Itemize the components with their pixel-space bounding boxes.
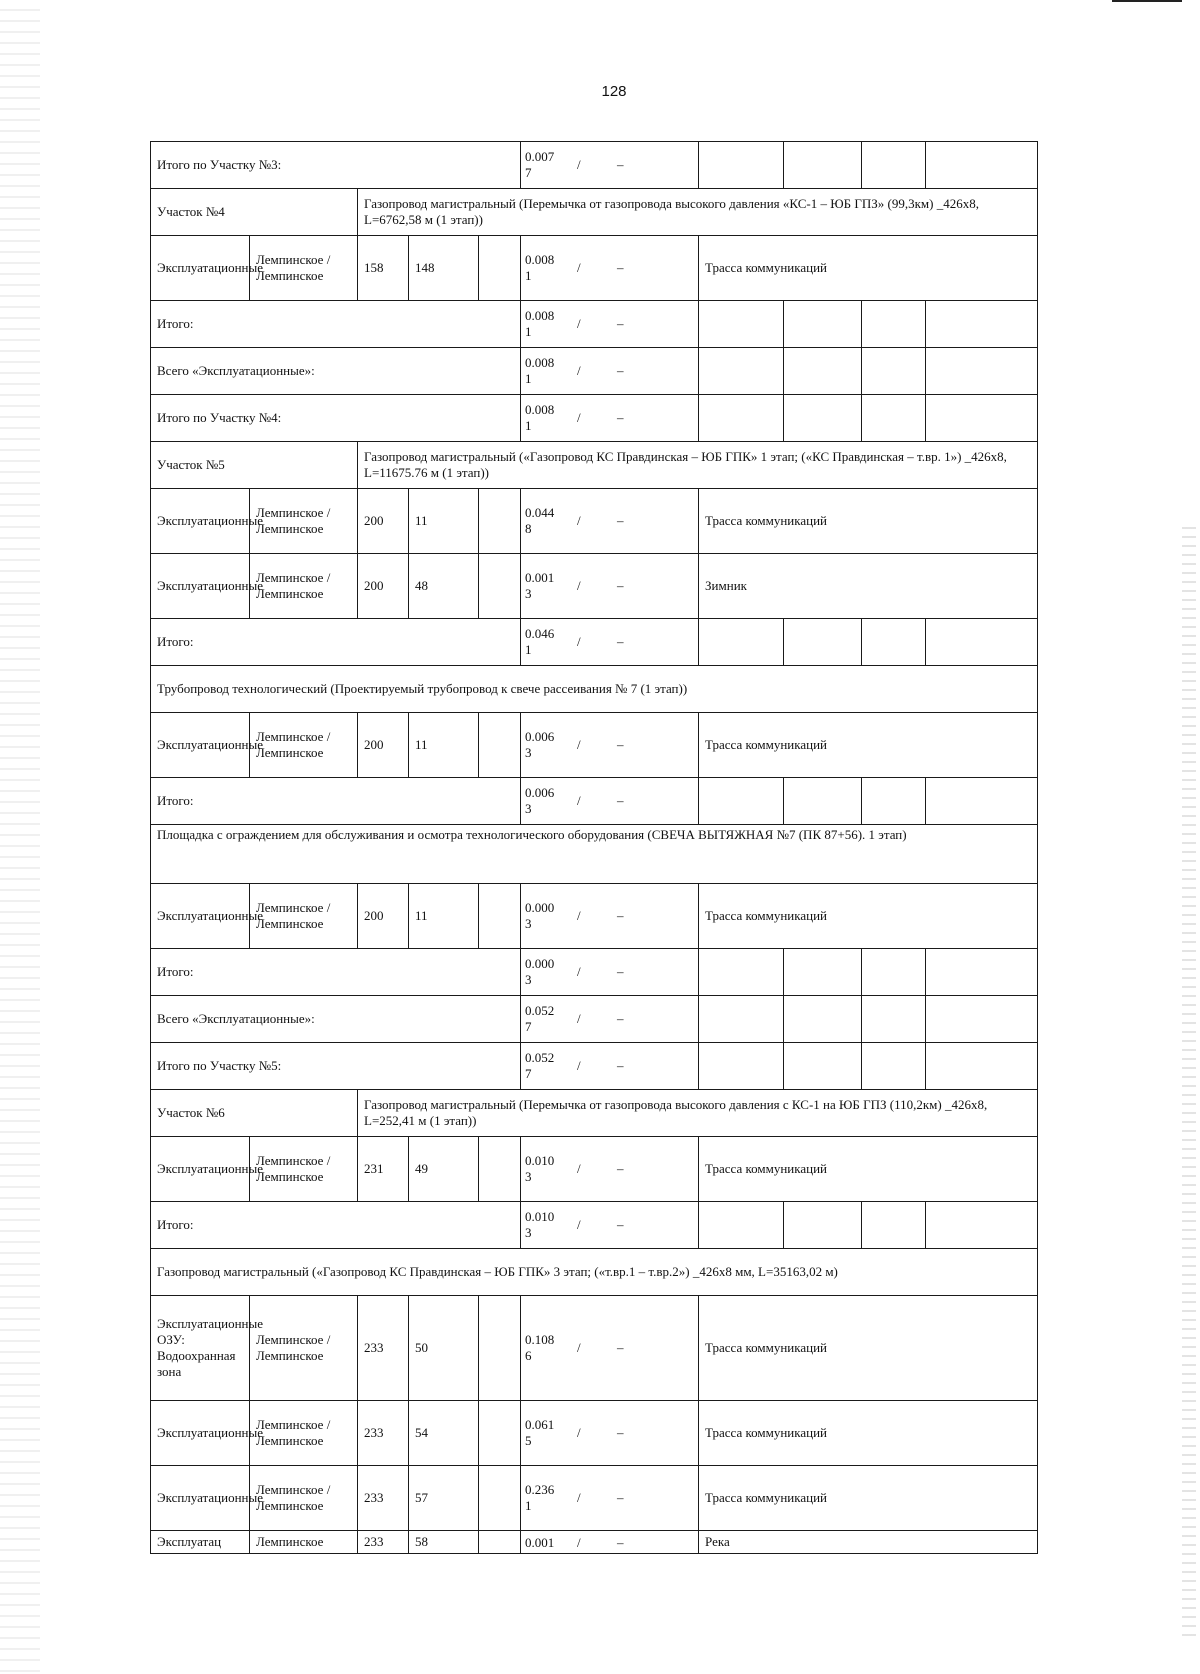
- area-value: [525, 1153, 553, 1185]
- location-cell: Лемпинское / Лемпинское: [250, 884, 358, 949]
- section-row: [151, 189, 1038, 236]
- purpose-cell: Трасса коммуникаций: [699, 713, 1038, 778]
- empty-cell: [699, 996, 784, 1043]
- area-cell: [521, 142, 699, 189]
- empty-cell: [699, 142, 784, 189]
- empty-cell: [926, 949, 1038, 996]
- area-dash: –: [617, 964, 624, 979]
- area-value: [525, 900, 553, 932]
- section-number-cell: 148: [409, 236, 479, 301]
- area-value-line1: 0.006: [525, 785, 555, 800]
- purpose-cell: Река: [699, 1531, 1038, 1554]
- area-cell: [521, 348, 699, 395]
- area-value: [525, 1050, 553, 1082]
- area-value-line2: 3: [525, 972, 532, 987]
- summary-row: [151, 301, 1038, 348]
- area-value-line2: 1: [525, 418, 532, 433]
- category-cell: Эксплуатационные: [151, 1137, 250, 1202]
- summary-label: Всего «Эксплуатационные»:: [151, 996, 521, 1043]
- area-value: [525, 149, 553, 181]
- empty-cell: [699, 778, 784, 825]
- area-value-line1: 0.001: [525, 1534, 555, 1550]
- area-value: [525, 785, 553, 817]
- category-cell: Эксплуатационные: [151, 489, 250, 554]
- category-cell: Эксплуатационные: [151, 236, 250, 301]
- empty-cell: [479, 884, 521, 949]
- area-value: [525, 1417, 553, 1449]
- area-value-line2: 6: [525, 1348, 532, 1363]
- area-dash: –: [617, 513, 624, 528]
- scan-edge-right: [1182, 520, 1196, 1640]
- area-value-line2: 3: [525, 586, 532, 601]
- summary-label: Итого:: [151, 301, 521, 348]
- area-dash: –: [617, 1490, 624, 1505]
- location-cell: Лемпинское / Лемпинское: [250, 1401, 358, 1466]
- section-number-cell: 50: [409, 1296, 479, 1401]
- purpose-cell: Трасса коммуникаций: [699, 1137, 1038, 1202]
- section-number-cell: 49: [409, 1137, 479, 1202]
- area-cell: [521, 1202, 699, 1249]
- area-value-line1: 0.044: [525, 505, 555, 520]
- area-value-line2: 3: [525, 916, 532, 931]
- location-cell: Лемпинское / Лемпинское: [250, 1137, 358, 1202]
- area-slash: /: [577, 1161, 581, 1176]
- area-cell: [521, 949, 699, 996]
- summary-label: Итого:: [151, 1202, 521, 1249]
- area-value: [525, 1482, 553, 1514]
- empty-cell: [784, 778, 862, 825]
- area-slash: /: [577, 793, 581, 808]
- empty-cell: [862, 778, 926, 825]
- area-value-line1: 0.052: [525, 1050, 555, 1065]
- empty-cell: [862, 949, 926, 996]
- empty-cell: [479, 713, 521, 778]
- quarter-cell: 233: [358, 1531, 409, 1554]
- area-slash: /: [577, 634, 581, 649]
- data-row: [151, 1531, 1038, 1554]
- location-cell: Лемпинское / Лемпинское: [250, 1466, 358, 1531]
- empty-cell: [479, 1296, 521, 1401]
- empty-cell: [699, 619, 784, 666]
- category-cell: Эксплуатационные: [151, 1466, 250, 1531]
- purpose-cell: Трасса коммуникаций: [699, 489, 1038, 554]
- purpose-cell: Трасса коммуникаций: [699, 884, 1038, 949]
- empty-cell: [784, 619, 862, 666]
- area-value-line1: 0.061: [525, 1417, 555, 1432]
- area-value: [525, 1332, 553, 1364]
- area-slash: /: [577, 1217, 581, 1232]
- summary-label: Всего «Эксплуатационные»:: [151, 348, 521, 395]
- area-dash: –: [617, 260, 624, 275]
- area-value: [525, 1003, 553, 1035]
- area-value-line1: 0.000: [525, 956, 555, 971]
- area-value: [525, 308, 553, 340]
- empty-cell: [926, 301, 1038, 348]
- quarter-cell: 231: [358, 1137, 409, 1202]
- area-dash: –: [617, 1058, 624, 1073]
- area-value-line1: 0.000: [525, 900, 555, 915]
- empty-cell: [926, 1202, 1038, 1249]
- summary-label: Итого по Участку №4:: [151, 395, 521, 442]
- empty-cell: [479, 1466, 521, 1531]
- area-slash: /: [577, 260, 581, 275]
- area-value-line2: 5: [525, 1433, 532, 1448]
- empty-cell: [479, 554, 521, 619]
- area-cell: [521, 489, 699, 554]
- summary-row: [151, 1202, 1038, 1249]
- object-heading-row: [151, 666, 1038, 713]
- quarter-cell: 158: [358, 236, 409, 301]
- area-slash: /: [577, 1534, 581, 1550]
- empty-cell: [862, 996, 926, 1043]
- scan-edge-left: [0, 0, 40, 1674]
- area-dash: –: [617, 157, 624, 172]
- section-description: Газопровод магистральный («Газопровод КС Правдинская – ЮБ ГПК» 1 этап; («КС Правдинская – т.вр. 1») _426х8, L=11675.76 м (1 этап)): [358, 442, 1038, 489]
- section-description: Газопровод магистральный (Перемычка от газопровода высокого давления с КС-1 на ЮБ ГПЗ (110,2км) _426х8, L=252,41 м (1 этап)): [358, 1090, 1038, 1137]
- data-row: [151, 1466, 1038, 1531]
- area-cell: [521, 1043, 699, 1090]
- category-cell: Эксплуатац: [151, 1531, 250, 1554]
- data-row: [151, 713, 1038, 778]
- area-slash: /: [577, 1425, 581, 1440]
- area-value-line2: 3: [525, 801, 532, 816]
- summary-row: [151, 142, 1038, 189]
- empty-cell: [862, 1202, 926, 1249]
- category-cell: Эксплуатационные: [151, 884, 250, 949]
- object-heading-row: [151, 825, 1038, 884]
- empty-cell: [862, 301, 926, 348]
- area-dash: –: [617, 1534, 624, 1550]
- area-value-line2: 1: [525, 642, 532, 657]
- area-slash: /: [577, 513, 581, 528]
- data-row: [151, 884, 1038, 949]
- area-value-line1: 0.008: [525, 402, 555, 417]
- area-dash: –: [617, 1161, 624, 1176]
- empty-cell: [926, 996, 1038, 1043]
- area-slash: /: [577, 1058, 581, 1073]
- area-cell: [521, 713, 699, 778]
- area-cell: [521, 619, 699, 666]
- area-dash: –: [617, 793, 624, 808]
- area-dash: –: [617, 1340, 624, 1355]
- data-row: [151, 554, 1038, 619]
- data-row: [151, 489, 1038, 554]
- purpose-cell: Зимник: [699, 554, 1038, 619]
- area-value: [525, 956, 553, 988]
- quarter-cell: 200: [358, 713, 409, 778]
- area-dash: –: [617, 410, 624, 425]
- empty-cell: [784, 348, 862, 395]
- area-slash: /: [577, 1011, 581, 1026]
- area-value-line1: 0.052: [525, 1003, 555, 1018]
- location-cell: Лемпинское / Лемпинское: [250, 489, 358, 554]
- empty-cell: [784, 996, 862, 1043]
- area-value-line2: 3: [525, 1169, 532, 1184]
- area-value: [525, 355, 553, 387]
- area-dash: –: [617, 1425, 624, 1440]
- empty-cell: [784, 301, 862, 348]
- area-cell: [521, 884, 699, 949]
- category-cell: Эксплуатационные: [151, 554, 250, 619]
- object-heading: Трубопровод технологический (Проектируемый трубопровод к свече рассеивания № 7 (1 этап)): [151, 666, 1038, 713]
- area-cell: [521, 236, 699, 301]
- area-value-line1: 0.007: [525, 149, 555, 164]
- object-heading: Площадка с ограждением для обслуживания и осмотра технологического оборудования (СВЕЧА ВЫТЯЖНАЯ №7 (ПК 87+56). 1 этап): [151, 825, 1038, 884]
- section-row: [151, 442, 1038, 489]
- top-rule: [1112, 0, 1182, 2]
- data-row: [151, 1296, 1038, 1401]
- summary-row: [151, 949, 1038, 996]
- quarter-cell: 200: [358, 884, 409, 949]
- category-cell: Эксплуатационные: [151, 713, 250, 778]
- summary-label: Итого по Участку №3:: [151, 142, 521, 189]
- location-cell: Лемпинское / Лемпинское: [250, 713, 358, 778]
- area-slash: /: [577, 363, 581, 378]
- area-slash: /: [577, 737, 581, 752]
- area-value: [525, 729, 553, 761]
- purpose-cell: Трасса коммуникаций: [699, 1296, 1038, 1401]
- area-value-line2: 3: [525, 1225, 532, 1240]
- area-slash: /: [577, 157, 581, 172]
- area-cell: [521, 301, 699, 348]
- area-slash: /: [577, 316, 581, 331]
- section-number-cell: 11: [409, 884, 479, 949]
- area-dash: –: [617, 578, 624, 593]
- section-label: Участок №4: [151, 189, 358, 236]
- object-heading: Газопровод магистральный («Газопровод КС Правдинская – ЮБ ГПК» 3 этап; («т.вр.1 – т.вр.2») _426х8 мм, L=35163,02 м): [151, 1249, 1038, 1296]
- purpose-cell: Трасса коммуникаций: [699, 236, 1038, 301]
- empty-cell: [699, 1202, 784, 1249]
- area-value-line2: 3: [525, 745, 532, 760]
- summary-row: [151, 395, 1038, 442]
- purpose-cell: Трасса коммуникаций: [699, 1466, 1038, 1531]
- summary-label: Итого:: [151, 619, 521, 666]
- area-value-line2: 1: [525, 1498, 532, 1513]
- area-dash: –: [617, 737, 624, 752]
- empty-cell: [699, 949, 784, 996]
- area-cell: [521, 1401, 699, 1466]
- empty-cell: [479, 236, 521, 301]
- area-cell: [521, 1531, 699, 1554]
- location-cell: Лемпинское / Лемпинское: [250, 236, 358, 301]
- location-cell: Лемпинское / Лемпинское: [250, 554, 358, 619]
- summary-label: Итого:: [151, 778, 521, 825]
- empty-cell: [784, 395, 862, 442]
- area-cell: [521, 778, 699, 825]
- empty-cell: [862, 619, 926, 666]
- area-value-line1: 0.108: [525, 1332, 555, 1347]
- category-cell: Эксплуатационные: [151, 1401, 250, 1466]
- empty-cell: [784, 142, 862, 189]
- area-cell: [521, 554, 699, 619]
- area-slash: /: [577, 578, 581, 593]
- empty-cell: [479, 1401, 521, 1466]
- area-slash: /: [577, 1340, 581, 1355]
- empty-cell: [479, 1137, 521, 1202]
- purpose-cell: Трасса коммуникаций: [699, 1401, 1038, 1466]
- page-number: 128: [601, 83, 627, 100]
- section-row: [151, 1090, 1038, 1137]
- section-label: Участок №6: [151, 1090, 358, 1137]
- empty-cell: [784, 1202, 862, 1249]
- empty-cell: [926, 142, 1038, 189]
- section-number-cell: 57: [409, 1466, 479, 1531]
- section-description: Газопровод магистральный (Перемычка от газопровода высокого давления «КС-1 – ЮБ ГПЗ» (99,3км) _426х8, L=6762,58 м (1 этап)): [358, 189, 1038, 236]
- area-value: [525, 252, 553, 284]
- area-cell: [521, 395, 699, 442]
- empty-cell: [862, 142, 926, 189]
- area-cell: [521, 996, 699, 1043]
- empty-cell: [862, 395, 926, 442]
- area-value-line2: 1: [525, 268, 532, 283]
- empty-cell: [926, 1043, 1038, 1090]
- area-value-line1: 0.010: [525, 1153, 555, 1168]
- summary-row: [151, 996, 1038, 1043]
- empty-cell: [479, 1531, 521, 1554]
- area-value-line2: 8: [525, 521, 532, 536]
- area-slash: /: [577, 908, 581, 923]
- area-value-line1: 0.008: [525, 252, 555, 267]
- data-row: [151, 1401, 1038, 1466]
- area-dash: –: [617, 1011, 624, 1026]
- area-value-line1: 0.006: [525, 729, 555, 744]
- area-value-line2: 1: [525, 324, 532, 339]
- empty-cell: [926, 348, 1038, 395]
- land-plots-table: [150, 141, 1038, 1554]
- object-heading-row: [151, 1249, 1038, 1296]
- location-cell: Лемпинское / Лемпинское: [250, 1296, 358, 1401]
- area-cell: [521, 1296, 699, 1401]
- area-value: [525, 402, 553, 434]
- section-number-cell: 11: [409, 713, 479, 778]
- empty-cell: [699, 1043, 784, 1090]
- summary-row: [151, 619, 1038, 666]
- empty-cell: [862, 1043, 926, 1090]
- empty-cell: [862, 348, 926, 395]
- summary-row: [151, 348, 1038, 395]
- area-value: [525, 1535, 553, 1551]
- area-value-line2: 1: [525, 371, 532, 386]
- data-row: [151, 236, 1038, 301]
- summary-row: [151, 1043, 1038, 1090]
- summary-row: [151, 778, 1038, 825]
- empty-cell: [784, 949, 862, 996]
- empty-cell: [926, 619, 1038, 666]
- area-value-line1: 0.001: [525, 570, 555, 585]
- section-number-cell: 54: [409, 1401, 479, 1466]
- empty-cell: [784, 1043, 862, 1090]
- empty-cell: [699, 301, 784, 348]
- area-value: [525, 505, 553, 537]
- area-slash: /: [577, 964, 581, 979]
- area-dash: –: [617, 1217, 624, 1232]
- area-dash: –: [617, 908, 624, 923]
- empty-cell: [699, 348, 784, 395]
- area-dash: –: [617, 316, 624, 331]
- area-value-line1: 0.010: [525, 1209, 555, 1224]
- area-dash: –: [617, 634, 624, 649]
- category-cell: Эксплуатационные ОЗУ: Водоохранная зона: [151, 1296, 250, 1401]
- quarter-cell: 233: [358, 1466, 409, 1531]
- quarter-cell: 200: [358, 554, 409, 619]
- empty-cell: [699, 395, 784, 442]
- section-label: Участок №5: [151, 442, 358, 489]
- area-value: [525, 1209, 553, 1241]
- section-number-cell: 58: [409, 1531, 479, 1554]
- area-value: [525, 570, 553, 602]
- area-value-line2: 7: [525, 1019, 532, 1034]
- quarter-cell: 233: [358, 1401, 409, 1466]
- location-cell: Лемпинское: [250, 1531, 358, 1554]
- quarter-cell: 233: [358, 1296, 409, 1401]
- section-number-cell: 48: [409, 554, 479, 619]
- area-cell: [521, 1137, 699, 1202]
- area-value-line2: 7: [525, 1066, 532, 1081]
- area-cell: [521, 1466, 699, 1531]
- area-slash: /: [577, 410, 581, 425]
- area-value-line2: 7: [525, 165, 532, 180]
- summary-label: Итого:: [151, 949, 521, 996]
- area-slash: /: [577, 1490, 581, 1505]
- area-value: [525, 626, 553, 658]
- area-dash: –: [617, 363, 624, 378]
- area-value-line1: 0.046: [525, 626, 555, 641]
- empty-cell: [479, 489, 521, 554]
- quarter-cell: 200: [358, 489, 409, 554]
- area-value-line1: 0.236: [525, 1482, 555, 1497]
- area-value-line1: 0.008: [525, 355, 555, 370]
- summary-label: Итого по Участку №5:: [151, 1043, 521, 1090]
- section-number-cell: 11: [409, 489, 479, 554]
- empty-cell: [926, 395, 1038, 442]
- empty-cell: [926, 778, 1038, 825]
- area-value-line1: 0.008: [525, 308, 555, 323]
- data-row: [151, 1137, 1038, 1202]
